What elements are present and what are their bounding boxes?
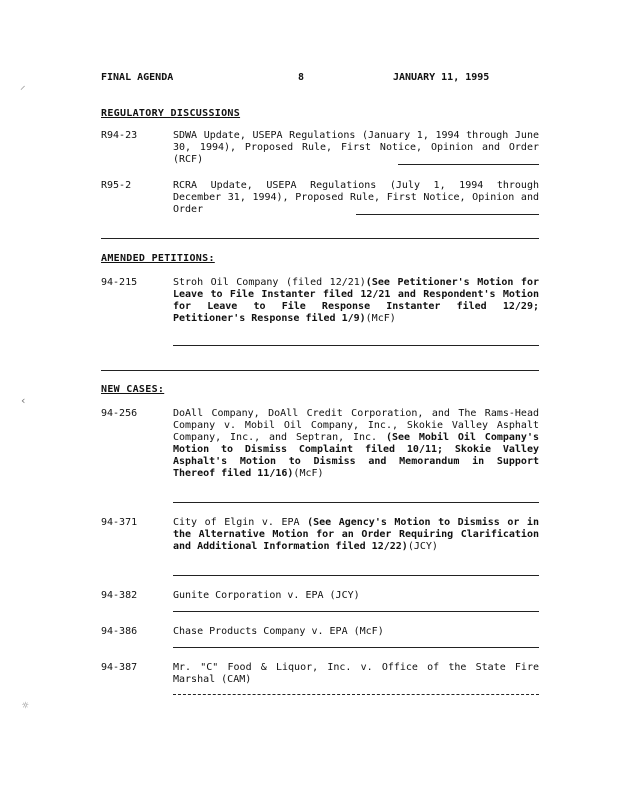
- entry-text: City of Elgin v. EPA: [173, 517, 300, 528]
- entry-text: Gunite Corporation v. EPA (JCY): [173, 590, 360, 601]
- docket-number: 94-387: [101, 662, 138, 673]
- docket-number: 94-382: [101, 590, 138, 601]
- section-divider: [101, 370, 539, 371]
- entry-initials: (JCY): [407, 541, 438, 552]
- signature-line: [173, 611, 539, 612]
- signature-line: [173, 647, 539, 648]
- agenda-entry: [173, 590, 539, 602]
- signature-line: [173, 345, 539, 346]
- entry-text: Chase Products Company v. EPA (McF): [173, 626, 384, 637]
- agenda-title: FINAL AGENDA: [101, 72, 174, 83]
- signature-line: [356, 214, 539, 215]
- entry-motion-text: (See Mobil Oil Company's Motion to Dismiss Complaint filed 10/11; Skokie Valley Asphalt's Motion to Dismiss and Memorandum in Support Thereof filed 11/16): [173, 432, 539, 479]
- agenda-entry: [173, 180, 539, 216]
- signature-line: [173, 502, 539, 503]
- signature-line: [173, 694, 539, 695]
- entry-text: RCRA Update, USEPA Regulations (July 1, 1994 through December 31, 1994), Proposed Rule, First Notice, Opinion and Order: [173, 180, 539, 215]
- page-number: 8: [298, 72, 305, 83]
- scan-mark: ⸝: [20, 79, 26, 92]
- entry-text: SDWA Update, USEPA Regulations (January 1, 1994 through June 30, 1994), Proposed Rule, First Notice, Opinion and Order (RCF): [173, 130, 539, 165]
- docket-number: 94-215: [101, 277, 138, 288]
- agenda-date: JANUARY 11, 1995: [393, 72, 490, 83]
- entry-text: Mr. "C" Food & Liquor, Inc. v. Office of the State Fire Marshal (CAM): [173, 662, 539, 685]
- agenda-entry: [173, 277, 539, 325]
- agenda-entry: [173, 626, 539, 638]
- agenda-entry: [173, 130, 539, 166]
- section-new-cases-heading: NEW CASES:: [101, 384, 165, 395]
- agenda-entry: [173, 517, 539, 553]
- docket-number: 94-256: [101, 408, 138, 419]
- signature-line: [398, 164, 539, 165]
- docket-number: 94-371: [101, 517, 138, 528]
- entry-text: DoAll Company, DoAll Credit Corporation, and The Rams-Head Company v. Mobil Oil Company, Inc., Skokie Valley Asphalt Company, Inc., and Septran, Inc.: [173, 408, 539, 443]
- docket-number: 94-386: [101, 626, 138, 637]
- entry-motion-text: (See Petitioner's Motion for Leave to File Instanter filed 12/21 and Respondent's Motion for Leave to File Response Instanter filed 12/29; Petitioner's Response filed 1/9): [173, 277, 539, 324]
- signature-line: [173, 575, 539, 576]
- agenda-entry: [173, 662, 539, 686]
- scan-mark: ☼: [22, 699, 29, 712]
- entry-initials: (McF): [365, 313, 396, 324]
- entry-motion-text: (See Agency's Motion to Dismiss or in the Alternative Motion for an Order Requiring Clarification and Additional Information filed 12/22): [173, 517, 539, 552]
- section-divider: [101, 238, 539, 239]
- docket-number: R94-23: [101, 130, 138, 141]
- docket-number: R95-2: [101, 180, 132, 191]
- entry-text: Stroh Oil Company (filed 12/21): [173, 277, 366, 288]
- section-amended-heading: AMENDED PETITIONS:: [101, 253, 215, 264]
- agenda-entry: [173, 408, 539, 480]
- section-regulatory-heading: REGULATORY DISCUSSIONS: [101, 108, 241, 119]
- entry-initials: (McF): [293, 468, 324, 479]
- scan-mark: ‹: [20, 394, 27, 407]
